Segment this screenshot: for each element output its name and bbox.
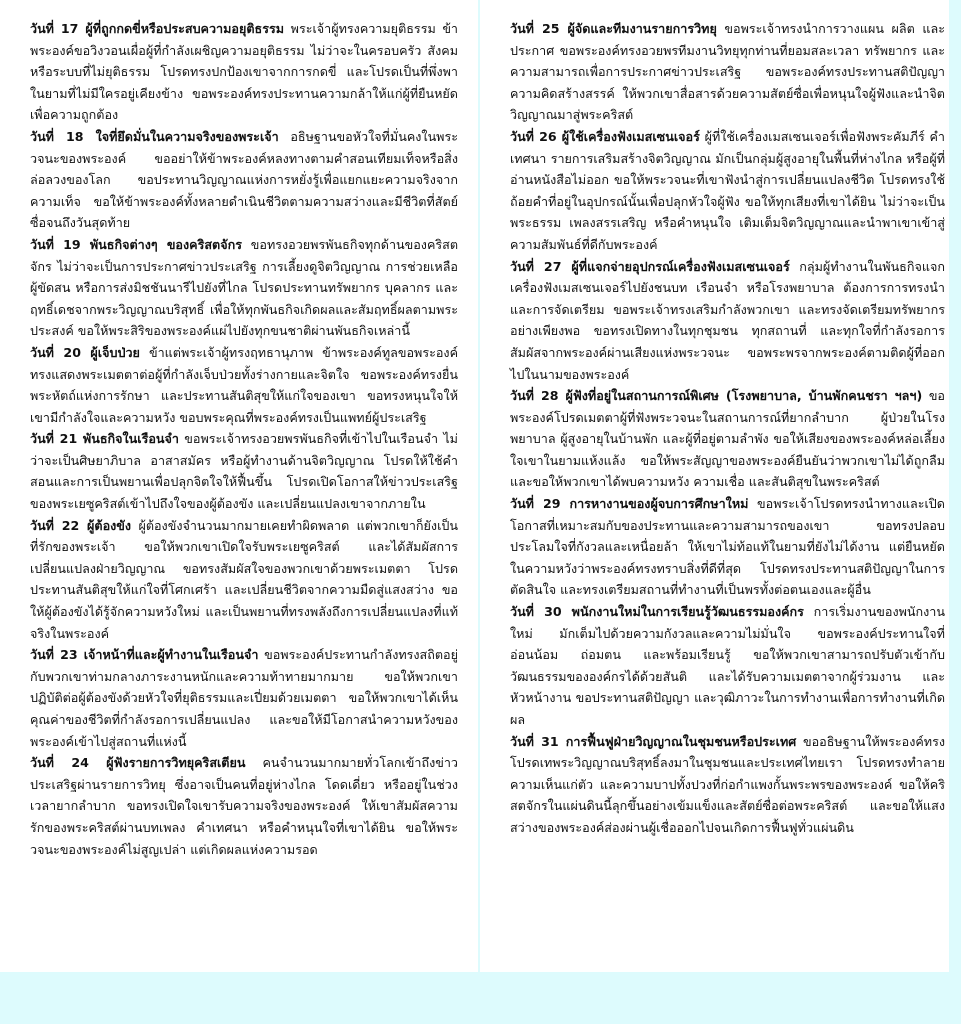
prayer-entry-body: ขอพระองค์โปรดเมตตาผู้ที่ฟังพระวจนะในสถานการณ์ที่ยากลำบาก ผู้ป่วยในโรงพยาบาล ผู้สูงอายุในบ้านพัก และผู้ที่อยู่ตามลำพัง ขอให้เสียงของพระองค์หล่อเลี้ยงใจเขาในยามแห้งแล้ง ขอให้พระสัญญาของพระองค์ยืนยันว่าพวกเขาไม่ได้ถูกลืม และขอให้พวกเขาได้พบความหวัง ความเชื่อ และสันติสุขในพระคริสต์ bbox=[510, 388, 945, 490]
prayer-entry-body: ขออธิษฐานให้พระองค์ทรงโปรดเทพระวิญญาณบริสุทธิ์ลงมาในชุมชนและประเทศไทยเรา โปรดทรงทำลายความเห็นแก่ตัว และความบาปทั้งปวงที่ก่อกำแพงกั้นพระพรของพระองค์ ขอให้คริสตจักรในแผ่นดินนี้ลุกขึ้นอย่างเข้มแข็งและสัตย์ซื่อต่อพระคริสต์ และขอให้แสงสว่างของพระองค์ส่องผ่านผู้เชื่อออกไปจนเกิดการฟื้นฟูทั่วแผ่นดิน bbox=[510, 733, 945, 835]
prayer-entry bbox=[30, 428, 458, 514]
left-column bbox=[0, 0, 480, 1024]
prayer-entry bbox=[510, 601, 945, 731]
prayer-entry-heading: วันที่ 17 ผู้ที่ถูกกดขี่หรือประสบความอยุติธรรม bbox=[30, 21, 285, 36]
right-margin bbox=[949, 0, 961, 1024]
prayer-entry-body: ผู้ต้องขังจำนวนมากมายเคยทำผิดพลาด แต่พวกเขาก็ยังเป็นที่รักของพระเจ้า ขอให้พวกเขาเปิดใจรับพระเยซูคริสต์ และได้สัมผัสการเปลี่ยนแปลงฝ่ายวิญญาณ ขอทรงสัมผัสใจของพวกเขาด้วยพระเมตตา โปรดประทานสันติสุขให้แก่ใจที่โศกเศร้า และเปลี่ยนชีวิตจากความมืดสู่แสงสว่าง ขอให้ผู้ต้องขังได้รู้จักความหวังใหม่ และเป็นพยานที่ทรงพลังถึงการเปลี่ยนแปลงที่แท้จริงในพระองค์ bbox=[30, 517, 458, 641]
prayer-entry bbox=[510, 493, 945, 601]
prayer-entry-heading: วันที่ 18 ใจที่ยึดมั่นในความจริงของพระเจ้า bbox=[30, 128, 279, 144]
prayer-entry bbox=[510, 256, 945, 386]
prayer-entry bbox=[30, 515, 458, 645]
prayer-entry-body: ขอทรงอวยพรพันธกิจทุกด้านของคริสตจักร ไม่ว่าจะเป็นการประกาศข่าวประเสริฐ การเลี้ยงดูจิตวิญญาณ การช่วยเหลือผู้ขัดสน หรือการส่งมิชชันนารีไปยังที่ไกล โปรดประทานทรัพยากร บุคลากร และฤทธิ์เดชจากพระวิญญาณบริสุทธิ์ เพื่อให้ทุกพันธกิจเกิดผลและสัมฤทธิ์ผลตามพระประสงค์ ขอให้พระสิริของพระองค์แผ่ไปยังทุกขนชาติผ่านพันธกิจเหล่านี้ bbox=[30, 236, 458, 339]
prayer-entry bbox=[30, 342, 458, 428]
prayer-entry-body: ขอพระเจ้าโปรดทรงนำทางและเปิดโอกาสที่เหมาะสมกับของประทานและความสามารถของเขา ขอทรงปลอบประโลมใจที่กังวลและเหนื่อยล้า ให้เขาไม่ท้อแท้ในยามที่ยังไม่ได้งาน แต่ยืนหยัดในความหวังว่าพระองค์ทรงทราบสิ่งที่ดีที่สุด โปรดทรงประทานสติปัญญาในการตัดสินใจ และทรงเตรียมสถานที่ทำงานที่เป็นพรทั้งต่อตนเองและผู้อื่น bbox=[510, 496, 945, 598]
prayer-entry-heading: วันที่ 20 ผู้เจ็บป่วย bbox=[30, 344, 140, 360]
prayer-entry-body: ผู้ที่ใช้เครื่องเมสเซนเจอร์เพื่อฟังพระคัมภีร์ คำเทศนา รายการเสริมสร้างจิตวิญญาณ มักเป็นกลุ่มผู้สูงอายุในพื้นที่ห่างไกล หรือผู้ที่อ่านหนังสือไม่ออก ขอให้พระวจนะที่เขาฟังนำสู่การเปลี่ยนแปลงชีวิต โปรดทรงใช้ถ้อยคำที่อยู่ในอุปกรณ์นั้นเพื่อปลุกหัวใจผู้ฟัง ขอให้ทุกเสียงที่เขาได้ยิน ไม่ว่าจะเป็นพระธรรม เพลงสรรเสริญ หรือคำหนุนใจ เติมเต็มจิตวิญญาณและนำพาเขาเข้าสู่ความสัมพันธ์ที่ดีกับพระองค์ bbox=[510, 128, 945, 252]
prayer-entry bbox=[30, 644, 458, 752]
prayer-entry-heading: วันที่ 24 ผู้ฟังรายการวิทยุคริสเตียน bbox=[30, 755, 246, 771]
bottom-margin bbox=[0, 972, 961, 1024]
prayer-entry bbox=[510, 385, 945, 493]
prayer-entry bbox=[510, 126, 945, 256]
prayer-entry-body: คนจำนวนมากมายทั่วโลกเข้าถึงข่าวประเสริฐผ่านรายการวิทยุ ซึ่งอาจเป็นคนที่อยู่ห่างไกล โดดเดี่ยว หรืออยู่ในช่วงเวลายากลำบาก ขอทรงเปิดใจเขารับความจริงของพระองค์ ให้เขาสัมผัสความรักของพระคริสต์ผ่านบทเพลง คำเทศนา หรือคำหนุนใจที่เขาได้ยิน ขอให้พระวจนะของพระองค์ไม่สูญเปล่า แต่เกิดผลแห่งความรอด bbox=[30, 755, 458, 857]
prayer-entry-body: กลุ่มผู้ทำงานในพันธกิจแจกเครื่องฟังเมสเซนเจอร์ไปยังชนบท เรือนจำ หรือโรงพยาบาล ต้องการการทรงนำและการจัดเตรียม ขอพระเจ้าทรงเสริมกำลังพวกเขา และทรงจัดเตรียมทรัพยากรอย่างเพียงพอ ขอทรงเปิดทางในทุกชุมชน ทุกสถานที่ และทุกใจที่กำลังรอการสัมผัสจากพระองค์ผ่านเสียงแห่งพระวจนะ ขอพระพรจากพระองค์ตามติดผู้ที่ออกไปในนามของพระองค์ bbox=[510, 258, 945, 382]
prayer-entry bbox=[30, 234, 458, 342]
prayer-entry-heading: วันที่ 29 การหางานของผู้จบการศึกษาใหม่ bbox=[510, 496, 749, 512]
prayer-entry-body: ขอพระองค์ประทานกำลังทรงสถิตอยู่กับพวกเขาท่ามกลางภาระงานหนักและความท้าทายมากมาย ขอให้พวกเขาปฏิบัติต่อผู้ต้องขังด้วยหัวใจที่ยุติธรรมและเปี่ยมด้วยเมตตา ขอให้พวกเขาได้เห็นคุณค่าของชีวิตที่กำลังรอการเปลี่ยนแปลง และขอให้มีโอกาสนำความหวังของพระองค์เข้าไปสู่สถานที่แห่งนี้ bbox=[30, 647, 458, 749]
prayer-entry-body: ขอพระเจ้าทรงนำการวางแผน ผลิต และประกาศ ขอพระองค์ทรงอวยพรทีมงานวิทยุทุกท่านที่ยอมสละเวลา ทรัพยากร และความสามารถเพื่อการประกาศข่าวประเสริฐ ขอพระองค์ทรงประทานสติปัญญา ความคิดสร้างสรรค์ ให้พวกเขาสื่อสารด้วยความสัตย์ซื่อเพื่อหนุนใจผู้ฟังและนำจิตวิญญาณมาสู่พระคริสต์ bbox=[510, 21, 945, 123]
prayer-entry-body: ขอพระเจ้าทรงอวยพรพันธกิจที่เข้าไปในเรือนจำ ไม่ว่าจะเป็นศิษยาภิบาล อาสาสมัคร หรือผู้ทำงานด้านจิตวิญญาณ โปรดให้ใช้คำสอนและการเป็นพยานเพื่อปลุกจิตใจให้ฟื้นขึ้น โปรดเปิดโอกาสให้ข่าวประเสริฐของพระเยซูคริสต์เข้าไปถึงใจของผู้ต้องขัง และเปลี่ยนแปลงเขาจากภายใน bbox=[30, 431, 458, 512]
prayer-entry-body: การเริ่มงานของพนักงานใหม่ มักเต็มไปด้วยความกังวลและความไม่มั่นใจ ขอพระองค์ประทานใจที่อ่อนน้อม ถ่อมตน และพร้อมเรียนรู้ ขอให้พวกเขาสามารถปรับตัวเข้ากับวัฒนธรรมขององค์กรได้ด้วยสันติ และได้รับความเมตตาจากผู้ร่วมงาน และหัวหน้างาน ขอประทานสติปัญญา และวุฒิภาวะในการทำงานเพื่อการทำงานที่เกิดผล bbox=[510, 604, 945, 727]
prayer-entry-heading: วันที่ 31 การฟื้นฟูฝ่ายวิญญาณในชุมชนหรือประเทศ bbox=[510, 733, 797, 749]
prayer-entry-body: พระเจ้าผู้ทรงความยุติธรรม ข้าพระองค์ขอวิงวอนเผื่อผู้ที่กำลังเผชิญความอยุติธรรม ไม่ว่าจะในครอบครัว สังคม หรือระบบที่ไม่ยุติธรรม โปรดทรงปกป้องเขาจากการกดขี่ และโปรดเป็นที่พึ่งพาในยามที่ไม่มีใครอยู่เคียงข้าง ขอพระองค์ทรงประทานความกล้าให้แก่ผู้ที่ยืนหยัดเพื่อความถูกต้อง bbox=[30, 21, 458, 123]
prayer-entry bbox=[510, 731, 945, 839]
prayer-entry bbox=[30, 752, 458, 860]
right-column bbox=[480, 0, 961, 1024]
prayer-entry-heading: วันที่ 19 พันธกิจต่างๆ ของคริสตจักร bbox=[30, 236, 242, 252]
prayer-entry-body: อธิษฐานขอหัวใจที่มั่นคงในพระวจนะของพระองค์ ขออย่าให้ข้าพระองค์หลงทางตามคำสอนเทียมเท็จหรือสิ่งล่อลวงของโลก ขอประทานวิญญาณแห่งการหยั่งรู้เพื่อแยกแยะความจริงจากความเท็จ ขอให้ข้าพระองค์ทั้งหลายดำเนินชีวิตตามความสว่างและมีชีวิตที่สัตย์ซื่อจนถึงวันสุดท้าย bbox=[30, 128, 459, 231]
prayer-entry-heading: วันที่ 23 เจ้าหน้าที่และผู้ทำงานในเรือนจำ bbox=[30, 647, 259, 663]
prayer-entry bbox=[510, 18, 945, 126]
prayer-entry-heading: วันที่ 30 พนักงานใหม่ในการเรียนรู้วัฒนธรรมองค์กร bbox=[510, 604, 804, 620]
prayer-entry-heading: วันที่ 26 ผู้ใช้เครื่องฟังเมสเซนเจอร์ bbox=[510, 128, 700, 144]
prayer-entry-heading: วันที่ 25 ผู้จัดและทีมงานรายการวิทยุ bbox=[510, 21, 717, 36]
prayer-entry bbox=[30, 18, 458, 126]
prayer-entry-heading: วันที่ 28 ผู้ฟังที่อยู่ในสถานการณ์พิเศษ (โรงพยาบาล, บ้านพักคนชรา ฯลฯ) bbox=[510, 388, 923, 404]
prayer-entry-body: ข้าแต่พระเจ้าผู้ทรงฤทธานุภาพ ข้าพระองค์ทูลขอพระองค์ทรงแสดงพระเมตตาต่อผู้ที่กำลังเจ็บป่วยทั้งร่างกายและจิตใจ ขอพระองค์ทรงยื่นพระหัตถ์แห่งการรักษา และประทานสันติสุขให้แก่ใจของเขา ขอทรงหนุนใจให้เขามีกำลังใจและความหวัง ขอบพระคุณที่พระองค์ทรงเป็นแพทย์ผู้ประเสริฐ bbox=[30, 344, 458, 425]
prayer-entry-heading: วันที่ 22 ผู้ต้องขัง bbox=[30, 517, 132, 533]
prayer-entry-heading: วันที่ 27 ผู้ที่แจกจ่ายอุปกรณ์เครื่องฟังเมสเซนเจอร์ bbox=[510, 258, 790, 274]
prayer-entry bbox=[30, 126, 458, 234]
prayer-entry-heading: วันที่ 21 พันธกิจในเรือนจำ bbox=[30, 431, 179, 447]
